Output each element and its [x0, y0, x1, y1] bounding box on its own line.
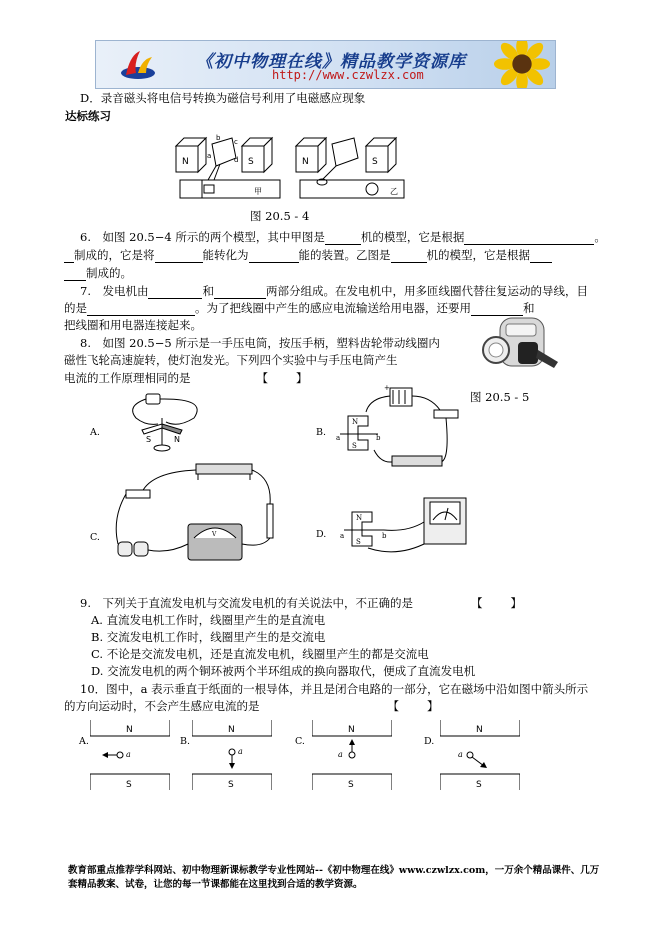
q10-option-d-label[interactable]: D.	[424, 736, 435, 747]
fig4-left-n: N	[182, 157, 189, 167]
q6-blank-3[interactable]	[64, 249, 74, 263]
figure-20-5-5-caption: 图 20.5 - 5	[470, 390, 530, 404]
q7-blank-2[interactable]	[214, 285, 266, 299]
svg-text:+: +	[384, 384, 390, 392]
svg-text:S: S	[126, 780, 132, 790]
q6-blank-4[interactable]	[155, 249, 203, 263]
svg-text:a: a	[340, 532, 345, 540]
q10-option-a-figure	[90, 718, 170, 792]
svg-text:a: a	[126, 750, 131, 759]
sunflower-image	[493, 40, 551, 89]
banner-title: 《初中物理在线》精品教学资源库	[196, 52, 466, 72]
q7-blank-3[interactable]	[87, 302, 195, 316]
q8-line2: 磁性飞轮高速旋转，使灯泡发光。下列四个实验中与手压电筒产生	[64, 353, 398, 367]
svg-text:V: V	[212, 531, 217, 538]
q6-blank-1[interactable]	[325, 231, 361, 245]
q10-option-a-label[interactable]: A.	[79, 736, 89, 747]
svg-text:d: d	[234, 156, 239, 164]
q8-option-c-figure	[112, 458, 282, 568]
q10-option-d-figure	[440, 718, 520, 792]
page-footer: 教育部重点推荐学科网站、初中物理新课标教学专业性网站--《初中物理在线》www.czwlzx.com，一万余个精品课件、几万套精品教案、试卷，让您的每一节课都能在这里找到合适的教学资源。	[68, 865, 600, 890]
fig4-label-yi: 乙	[390, 187, 398, 196]
svg-text:S: S	[228, 780, 234, 790]
q6-line3: 制成的。	[64, 265, 132, 281]
q10-option-b-figure	[192, 718, 272, 792]
svg-text:S: S	[348, 780, 354, 790]
q8-option-a-label[interactable]: A.	[90, 427, 100, 438]
q8-option-c-label[interactable]: C.	[90, 532, 100, 543]
svg-text:N: N	[356, 514, 363, 522]
svg-text:S: S	[352, 442, 357, 450]
q10-option-c-figure	[312, 718, 392, 792]
q8-option-d-label[interactable]: D.	[316, 529, 327, 540]
q9-stem: 9. 下列关于直流发电机与交流发电机的有关说法中，不正确的是 【 】	[80, 596, 522, 610]
q9-option-b[interactable]: B. 交流发电机工作时，线圈里产生的是交流电	[91, 630, 326, 644]
svg-text:b: b	[376, 434, 381, 442]
svg-text:a: a	[458, 750, 463, 759]
q8-option-b-figure	[330, 382, 470, 474]
svg-text:N: N	[126, 725, 133, 735]
fig4-right-n: N	[302, 157, 309, 167]
svg-text:S: S	[476, 780, 482, 790]
fig4-label-jia: 甲	[254, 187, 262, 196]
q6-blank-6[interactable]	[391, 249, 427, 263]
svg-text:c: c	[234, 138, 238, 146]
q9-option-c[interactable]: C. 不论是交流发电机，还是直流发电机，线圈里产生的都是交流电	[91, 647, 429, 661]
svg-text:b: b	[216, 134, 221, 142]
q8-line1: 8. 如图 20.5−5 所示是一手压电筒，按压手柄，塑料齿轮带动线圈内	[80, 336, 440, 350]
figure-20-5-4-caption: 图 20.5 - 4	[250, 209, 310, 223]
header-banner	[95, 40, 556, 89]
svg-text:N: N	[476, 725, 483, 735]
banner-url[interactable]: http://www.czwlzx.com	[272, 68, 424, 82]
svg-text:N: N	[352, 418, 359, 426]
q8-line3: 电流的工作原理相同的是 【 】	[64, 371, 308, 385]
q10-option-c-label[interactable]: C.	[295, 736, 305, 747]
svg-text:S: S	[146, 435, 152, 444]
q10-line2: 的方向运动时，不会产生感应电流的是 【 】	[64, 699, 439, 713]
q6-line1: 6. 如图 20.5−4 所示的两个模型，其中甲图是 机的模型，它是根据 。	[80, 230, 606, 244]
fig4-left-s: S	[248, 157, 254, 167]
q8-option-d-figure	[338, 492, 478, 564]
svg-text:a: a	[336, 434, 341, 442]
fig4-right-s: S	[372, 157, 378, 167]
q6-blank-2[interactable]	[464, 231, 594, 245]
svg-text:a: a	[207, 152, 212, 160]
q7-line2: 的是 。为了把线圈中产生的感应电流输送给用电器，还要用 和	[64, 301, 535, 315]
q8-option-b-label[interactable]: B.	[316, 427, 327, 438]
figure-20-5-4	[172, 128, 422, 208]
q6-blank-5[interactable]	[249, 249, 299, 263]
q7-line3: 把线圈和用电器连接起来。	[64, 318, 202, 332]
section-title: 达标练习	[65, 109, 111, 123]
svg-text:a: a	[338, 750, 343, 759]
q6-blank-7[interactable]	[530, 249, 552, 263]
prev-question-option-d: D．录音磁头将电信号转换为磁信号利用了电磁感应现象	[80, 91, 366, 105]
q7-blank-1[interactable]	[148, 285, 202, 299]
q10-option-b-label[interactable]: B.	[180, 736, 191, 747]
q9-option-a[interactable]: A. 直流发电机工作时，线圈里产生的是直流电	[91, 613, 326, 627]
q6-line2: 制成的，它是将 能转化为 能的装置。乙图是 机的模型，它是根据	[64, 247, 552, 263]
svg-text:N: N	[348, 725, 355, 735]
q10-line1: 10．图中，a 表示垂直于纸面的一根导体，并且是闭合电路的一部分，它在磁场中沿如图中箭头所示	[80, 682, 589, 696]
generator-model-right	[296, 138, 404, 198]
svg-text:N: N	[174, 435, 180, 444]
q8-option-a-figure	[118, 388, 218, 458]
hand-press-flashlight-image	[478, 312, 560, 384]
svg-text:b: b	[382, 532, 387, 540]
q6-blank-8[interactable]	[64, 267, 86, 281]
site-logo	[118, 47, 158, 83]
generator-model-left	[176, 134, 280, 198]
q9-option-d[interactable]: D. 交流发电机的两个铜环被两个半环组成的换向器取代，便成了直流发电机	[91, 664, 476, 678]
q7-line1: 7. 发电机由 和 两部分组成。在发电机中，用多匝线圈代替往复运动的导线，目	[80, 284, 588, 298]
svg-text:S: S	[356, 538, 361, 546]
svg-text:N: N	[228, 725, 235, 735]
svg-text:a: a	[238, 747, 243, 756]
